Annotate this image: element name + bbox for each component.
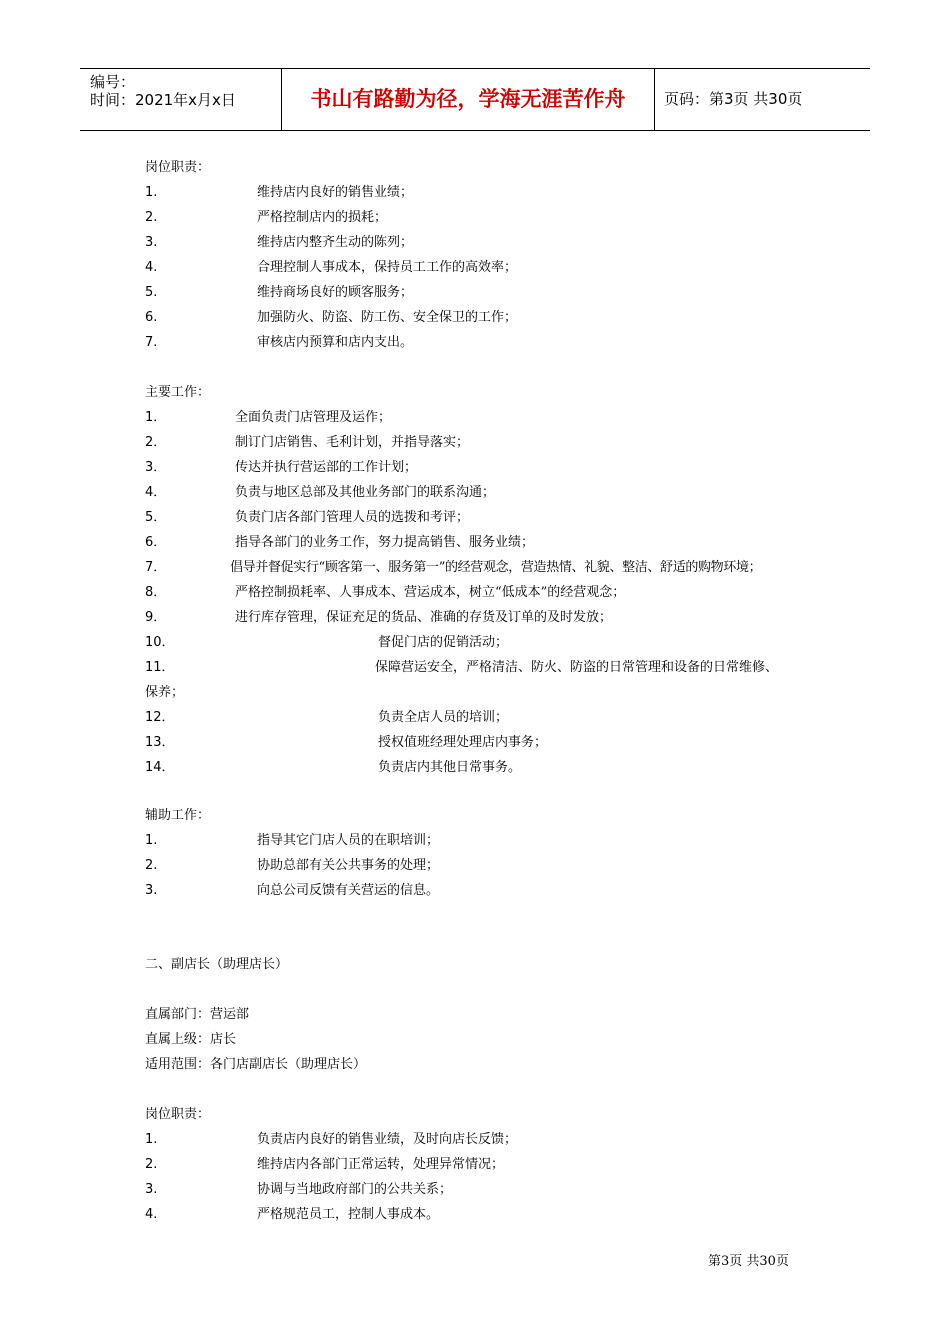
list-item: 维持店内各部门正常运转，处理异常情况； [257, 1157, 505, 1172]
header-motto: 书山有路勤为径，学海无涯苦作舟 [310, 87, 626, 111]
list-item-number: 1. [145, 185, 158, 200]
list-item-number: 4. [145, 1207, 158, 1222]
aux-work-title: 辅助工作： [145, 808, 211, 823]
list-item-number: 5. [145, 285, 158, 300]
list-item: 负责店内其他日常事务。 [378, 760, 522, 775]
list-item: 进行库存管理，保证充足的货品、准确的存货及订单的及时发放； [235, 610, 613, 625]
list-item-number: 7. [145, 335, 158, 350]
list-item-number: 11． [145, 660, 175, 675]
list-item-number: 2. [145, 1157, 158, 1172]
list-item: 制订门店销售、毛利计划，并指导落实； [235, 435, 470, 450]
duties-title: 岗位职责： [145, 160, 211, 175]
list-item-number: 9． [145, 610, 167, 625]
list-item: 向总公司反馈有关营运的信息。 [257, 883, 440, 898]
list-item: 负责门店各部门管理人员的选拨和考评； [235, 510, 470, 525]
list-item: 协助总部有关公共事务的处理； [257, 858, 440, 873]
list-item: 维持店内整齐生动的陈列； [257, 235, 414, 250]
main-work-title: 主要工作： [145, 385, 211, 400]
list-item-number: 3. [145, 235, 158, 250]
list-item: 传达并执行营运部的工作计划； [235, 460, 418, 475]
list-item-number: 13． [145, 735, 175, 750]
list-item: 倡导并督促实行“顾客第一、服务第一”的经营观念，营造热情、礼貌、整洁、舒适的购物环境； [230, 560, 762, 575]
doc-id-label: 编号： [90, 73, 136, 91]
applicable-scope: 适用范围：各门店副店长（助理店长） [145, 1057, 367, 1072]
list-item: 严格控制损耗率、人事成本、营运成本，树立“低成本”的经营观念； [235, 585, 626, 600]
list-item: 负责店内良好的销售业绩，及时向店长反馈； [257, 1132, 518, 1147]
list-item: 严格控制店内的损耗； [257, 210, 388, 225]
list-item-number: 3. [145, 1182, 158, 1197]
list-item-number: 3． [145, 460, 167, 475]
list-item-number: 14． [145, 760, 175, 775]
list-item-number: 5． [145, 510, 167, 525]
list-item: 指导各部门的业务工作，努力提高销售、服务业绩； [235, 535, 535, 550]
list-item-number: 6. [145, 310, 158, 325]
list-item: 全面负责门店管理及运作； [235, 410, 392, 425]
header-meta [90, 69, 280, 130]
list-item-number: 1. [145, 1132, 158, 1147]
list-item: 加强防火、防盗、防工伤、安全保卫的工作； [257, 310, 518, 325]
list-item: 维持店内良好的销售业绩； [257, 185, 414, 200]
duties-title: 岗位职责： [145, 1107, 211, 1122]
list-item-number: 1． [145, 410, 167, 425]
list-item-number: 12． [145, 710, 175, 725]
page-footer: 第3页 共30页 [708, 1254, 789, 1269]
doc-time-label: 时间：2021年x月x日 [90, 91, 236, 109]
section-heading: 二、副店长（助理店长） [145, 957, 289, 972]
list-item-number: 2. [145, 210, 158, 225]
list-item-number: 4. [145, 260, 158, 275]
list-item: 负责与地区总部及其他业务部门的联系沟通； [235, 485, 496, 500]
list-item: 协调与当地政府部门的公共关系； [257, 1182, 453, 1197]
list-item-number: 6． [145, 535, 167, 550]
list-item: 严格规范员工，控制人事成本。 [257, 1207, 440, 1222]
list-item-number: 4． [145, 485, 167, 500]
header-divider [654, 69, 655, 130]
list-item: 指导其它门店人员的在职培训； [257, 833, 440, 848]
list-item-number: 7． [145, 560, 167, 575]
list-item-number: 2. [145, 858, 158, 873]
list-item: 负责全店人员的培训； [378, 710, 509, 725]
list-item-number: 10． [145, 635, 175, 650]
list-item-number: 8． [145, 585, 167, 600]
list-item: 授权值班经理处理店内事务； [378, 735, 548, 750]
list-item: 督促门店的促销活动； [378, 635, 509, 650]
direct-department: 直属部门：营运部 [145, 1007, 250, 1022]
list-item: 保障营运安全，严格清洁、防火、防盗的日常管理和设备的日常维修、 [375, 660, 779, 675]
header-page-label: 页码：第3页 共30页 [664, 90, 803, 108]
list-item-number: 2． [145, 435, 167, 450]
direct-superior: 直属上级：店长 [145, 1032, 237, 1047]
list-item: 审核店内预算和店内支出。 [257, 335, 414, 350]
list-item-number: 3. [145, 883, 158, 898]
page-header [80, 68, 870, 131]
list-item-continuation: 保养； [145, 685, 185, 700]
list-item: 维持商场良好的顾客服务； [257, 285, 414, 300]
list-item-number: 1. [145, 833, 158, 848]
list-item: 合理控制人事成本，保持员工工作的高效率； [257, 260, 518, 275]
